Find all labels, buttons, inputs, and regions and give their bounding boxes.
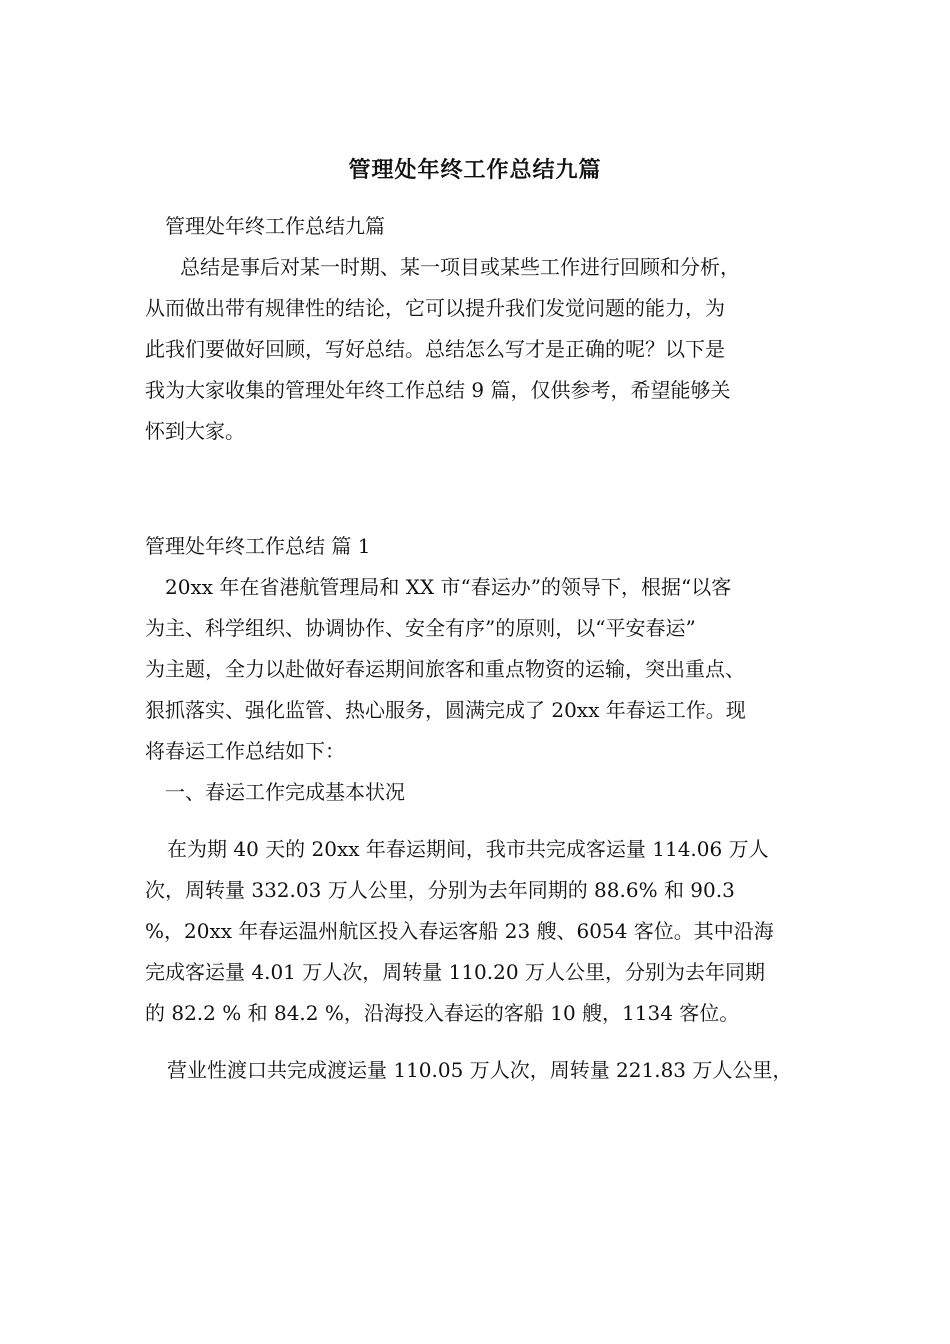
- paragraph-line: 为主题，全力以赴做好春运期间旅客和重点物资的运输，突出重点、: [145, 657, 745, 681]
- paragraph-line: 次，周转量 332.03 万人公里，分别为去年同期的 88.6% 和 90.3: [145, 878, 735, 902]
- section-heading: 管理处年终工作总结 篇 1: [145, 534, 371, 558]
- paragraph-gap: [145, 813, 825, 829]
- document-subtitle: 管理处年终工作总结九篇: [165, 214, 385, 238]
- intro-line: 总结是事后对某一时期、某一项目或某些工作进行回顾和分析，: [180, 255, 740, 279]
- paragraph-line: 完成客运量 4.01 万人次，周转量 110.20 万人公里，分别为去年同期: [145, 960, 765, 984]
- document-title: 管理处年终工作总结九篇: [348, 157, 602, 183]
- document-body: [145, 206, 825, 1091]
- paragraph-line: 的 82.2 % 和 84.2 %，沿海投入春运的客船 10 艘，1134 客位。: [145, 1001, 740, 1025]
- intro-line: 从而做出带有规律性的结论，它可以提升我们发觉问题的能力，为: [145, 296, 725, 320]
- paragraph-gap: [145, 1034, 825, 1050]
- section-gap: [145, 452, 825, 526]
- intro-line: 此我们要做好回顾，写好总结。总结怎么写才是正确的呢？以下是: [145, 337, 725, 361]
- intro-line: 怀到大家。: [145, 419, 245, 443]
- paragraph-line: 为主、科学组织、协调协作、安全有序”的原则，以“平安春运”: [145, 616, 696, 640]
- paragraph-line: 在为期 40 天的 20xx 年春运期间，我市共完成客运量 114.06 万人: [167, 837, 769, 861]
- paragraph-line: 营业性渡口共完成渡运量 110.05 万人次，周转量 221.83 万人公里，: [167, 1058, 793, 1082]
- paragraph-line: 20xx 年在省港航管理局和 XX 市“春运办”的领导下，根据“以客: [165, 575, 732, 599]
- intro-line: 我为大家收集的管理处年终工作总结 9 篇，仅供参考，希望能够关: [145, 378, 731, 402]
- paragraph-line: 狠抓落实、强化监管、热心服务，圆满完成了 20xx 年春运工作。现: [145, 698, 746, 722]
- paragraph-line: 将春运工作总结如下：: [145, 739, 345, 763]
- subheading: 一、春运工作完成基本状况: [165, 780, 405, 804]
- paragraph-line: %，20xx 年春运温州航区投入春运客船 23 艘、6054 客位。其中沿海: [145, 919, 774, 943]
